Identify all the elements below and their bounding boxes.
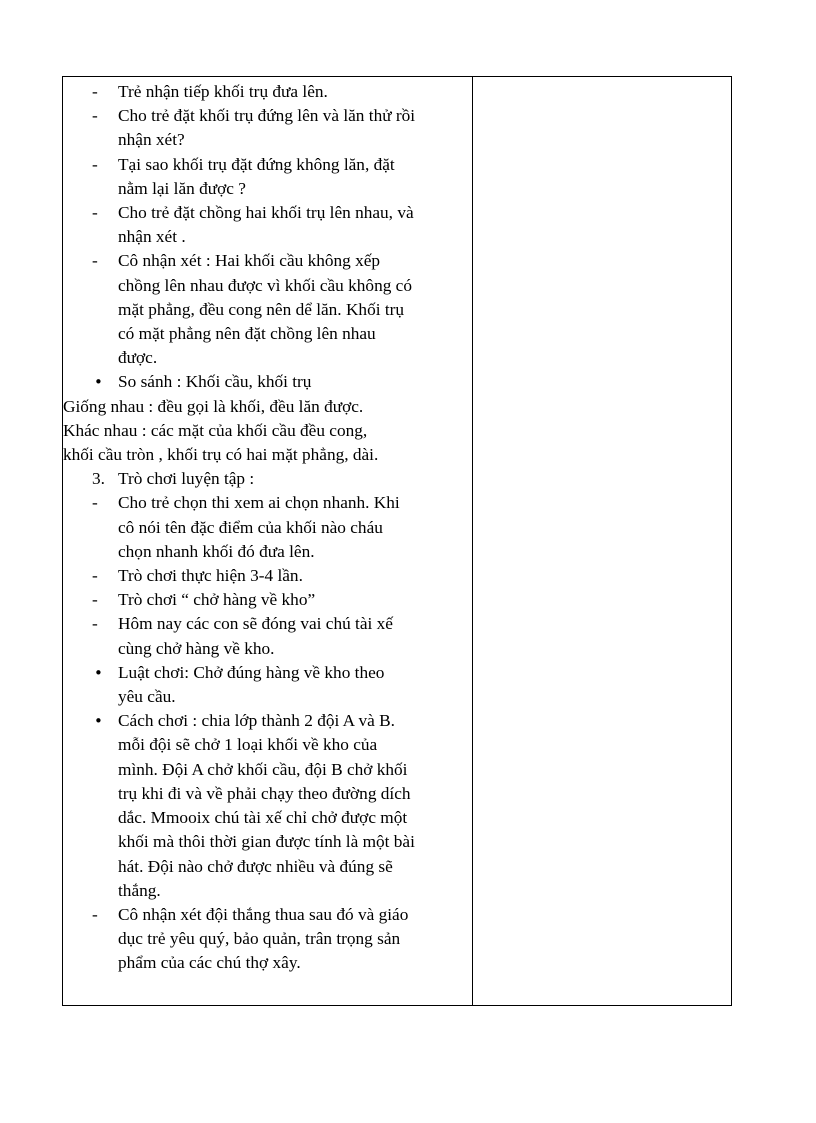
list-item-continuation: mình. Đội A chở khối cầu, đội B chở khối — [118, 759, 408, 779]
notes-column — [473, 77, 731, 1005]
list-item-continuation: thắng. — [118, 880, 161, 900]
list-item-continuation: phẩm của các chú thợ xây. — [118, 953, 301, 973]
list-item: - Cho trẻ đặt chồng hai khối trụ lên nhau, và — [92, 201, 470, 225]
list-item-continuation: khối mà thôi thời gian được tính là một bài — [118, 832, 415, 852]
list-item-continuation: mặt phẳng, đều cong nên dể lăn. Khối trụ — [118, 299, 405, 319]
list-item-continuation: nhận xét . — [118, 227, 186, 247]
list-item-continuation: chồng lên nhau được vì khối cầu không có — [118, 275, 412, 295]
list-item: - Trò chơi thực hiện 3-4 lần. — [92, 564, 470, 588]
list-item-continuation: trụ khi đi và về phải chạy theo đường dích — [118, 783, 411, 803]
list-item-continuation: cô nói tên đặc điểm của khối nào cháu — [118, 517, 383, 537]
list-item-continuation: yêu cầu. — [118, 687, 176, 707]
list-item-continuation: cùng chở hàng về kho. — [118, 638, 275, 658]
list-item: - Cô nhận xét : Hai khối cầu không xếp — [92, 249, 470, 273]
list-item-continuation: dắc. Mmooix chú tài xế chỉ chở được một — [118, 808, 408, 828]
list-item-continuation: nằm lại lăn được ? — [118, 178, 246, 198]
list-item-continuation: có mặt phẳng nên đặt chồng lên nhau — [118, 324, 376, 344]
bullet-item: • Luật chơi: Chở đúng hàng về kho theo — [92, 661, 470, 685]
paragraph-line: Giống nhau : đều gọi là khối, đều lăn được. — [63, 396, 364, 416]
list-item: - Trò chơi “ chở hàng về kho” — [92, 588, 470, 612]
list-item: - Trẻ nhận tiếp khối trụ đưa lên. — [92, 80, 470, 104]
list-item-continuation: dục trẻ yêu quý, bảo quản, trân trọng sản — [118, 929, 401, 949]
list-item: - Cho trẻ đặt khối trụ đứng lên và lăn thử rồi — [92, 104, 470, 128]
list-item: - Cho trẻ chọn thi xem ai chọn nhanh. Khi — [92, 491, 470, 515]
paragraph-line: Khác nhau : các mặt của khối cầu đều cong, — [63, 420, 368, 440]
list-item-continuation: mỗi đội sẽ chở 1 loại khối về kho của — [118, 735, 378, 755]
list-item: - Tại sao khối trụ đặt đứng không lăn, đặt — [92, 153, 470, 177]
bullet-item: • So sánh : Khối cầu, khối trụ — [92, 370, 470, 394]
activity-column — [63, 77, 473, 1005]
section-heading: 3. Trò chơi luyện tập : — [92, 467, 470, 491]
list-item-continuation: chọn nhanh khối đó đưa lên. — [118, 541, 315, 561]
section-number: 3. — [92, 469, 105, 489]
bullet-item: • Cách chơi : chia lớp thành 2 đội A và B. — [92, 709, 470, 733]
list-item: - Cô nhận xét đội thắng thua sau đó và giáo — [92, 903, 470, 927]
paragraph-line: khối cầu tròn , khối trụ có hai mặt phẳng, dài. — [63, 445, 379, 465]
list-item-continuation: được. — [118, 348, 158, 368]
list-item-continuation: hát. Đội nào chở được nhiều và đúng sẽ — [118, 856, 393, 876]
lesson-table — [62, 76, 732, 1006]
list-item-continuation: nhận xét? — [118, 130, 185, 150]
list-item: - Hôm nay các con sẽ đóng vai chú tài xế — [92, 612, 470, 636]
